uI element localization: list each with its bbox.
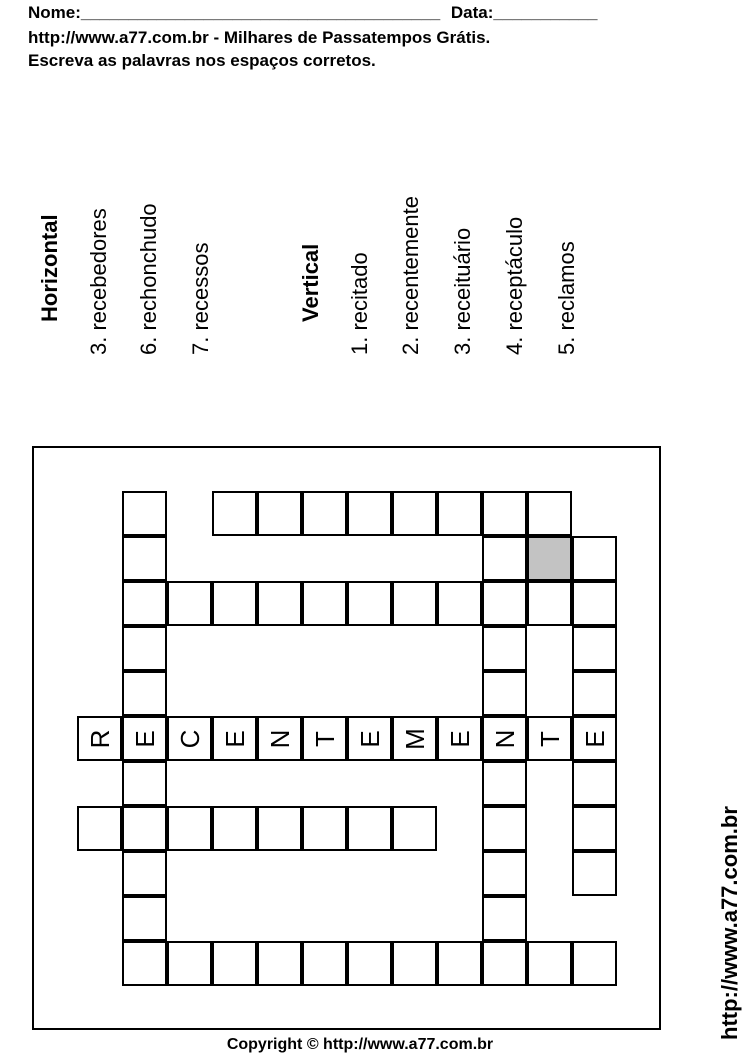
cell-letter: E [354,729,385,748]
crossword-cell[interactable] [257,491,302,536]
crossword-cell[interactable] [212,806,257,851]
crossword-cell[interactable] [572,671,617,716]
crossword-cell[interactable] [482,671,527,716]
crossword-cell[interactable] [527,581,572,626]
crossword-cell[interactable] [572,761,617,806]
vertical-title: Vertical [298,243,323,322]
vertical-clue-3: 3. receituário [450,227,475,355]
horizontal-clue-7: 7. recessos [188,242,213,355]
crossword-cell[interactable] [437,491,482,536]
crossword-cell[interactable] [482,896,527,941]
crossword-cell[interactable] [392,581,437,626]
crossword-cell[interactable] [257,716,302,761]
cell-letter: T [534,730,565,747]
crossword-cell[interactable] [527,716,572,761]
crossword-cell[interactable] [572,536,617,581]
crossword-cell[interactable] [392,491,437,536]
crossword-cell[interactable] [122,671,167,716]
crossword-cell[interactable] [302,581,347,626]
crossword-cell-shaded [527,536,572,581]
site-line: http://www.a77.com.br - Milhares de Passatempos Grátis. [28,28,491,47]
crossword-cell[interactable] [167,581,212,626]
vertical-clue-5: 5. reclamos [554,241,579,355]
crossword-cell[interactable] [527,941,572,986]
crossword-cell[interactable] [77,716,122,761]
cell-letter: E [219,729,250,748]
crossword-cell[interactable] [122,716,167,761]
crossword-cell[interactable] [122,536,167,581]
crossword-cell[interactable] [122,626,167,671]
crossword-cell[interactable] [122,581,167,626]
crossword-cell[interactable] [572,851,617,896]
horizontal-clue-3: 3. recebedores [86,208,111,355]
horizontal-clue-6: 6. rechonchudo [136,203,161,355]
crossword-cell[interactable] [437,581,482,626]
crossword-cell[interactable] [482,581,527,626]
instruction: Escreva as palavras nos espaços corretos. [28,51,376,70]
crossword-cell[interactable] [347,581,392,626]
cell-letter: E [444,729,475,748]
crossword-cell[interactable] [122,491,167,536]
cell-letter: R [84,729,115,748]
vertical-clue-1: 1. recitado [347,252,372,355]
crossword-cell[interactable] [302,806,347,851]
crossword-cell[interactable] [302,941,347,986]
crossword-cell[interactable] [482,626,527,671]
header-name-date [28,3,597,23]
crossword-cell[interactable] [257,806,302,851]
crossword-cell[interactable] [572,581,617,626]
crossword-cell[interactable] [392,716,437,761]
cell-letter: E [579,729,610,748]
crossword-cell[interactable] [482,941,527,986]
crossword-cell[interactable] [347,941,392,986]
crossword-cell[interactable] [122,941,167,986]
side-url: http://www.a77.com.br [717,806,742,1040]
name-label: Nome:______________________________________ [28,3,441,22]
crossword-cell[interactable] [122,761,167,806]
crossword-cell[interactable] [572,941,617,986]
crossword-cell[interactable] [212,581,257,626]
crossword-cell[interactable] [167,806,212,851]
crossword-cell[interactable] [437,941,482,986]
crossword-cell[interactable] [302,491,347,536]
crossword-cell[interactable] [212,491,257,536]
cell-letter: E [129,729,160,748]
crossword-cell[interactable] [482,491,527,536]
cell-letter: N [264,729,295,748]
crossword-cell[interactable] [212,716,257,761]
vertical-clue-2: 2. recentemente [398,196,423,355]
crossword-cell[interactable] [122,806,167,851]
copyright: Copyright © http://www.a77.com.br [226,1036,494,1053]
horizontal-title: Horizontal [37,214,62,322]
crossword-cell[interactable] [482,761,527,806]
crossword-cell[interactable] [167,716,212,761]
crossword-cell[interactable] [257,941,302,986]
crossword-cell[interactable] [347,716,392,761]
crossword-cell[interactable] [257,581,302,626]
cell-letter: M [399,727,430,750]
cell-letter: N [489,729,520,748]
crossword-cell[interactable] [527,491,572,536]
crossword-cell[interactable] [77,806,122,851]
crossword-cell[interactable] [302,716,347,761]
cell-letter: C [174,729,205,748]
crossword-cell[interactable] [167,941,212,986]
crossword-cell[interactable] [347,491,392,536]
cell-letter: T [309,730,340,747]
crossword-cell[interactable] [482,536,527,581]
crossword-cell[interactable] [392,806,437,851]
crossword-cell[interactable] [122,896,167,941]
date-label: Data:___________ [450,3,598,22]
vertical-clue-4: 4. receptáculo [502,216,527,355]
crossword-cell[interactable] [572,806,617,851]
crossword-cell[interactable] [482,806,527,851]
crossword-cell[interactable] [482,851,527,896]
crossword-cell[interactable] [212,941,257,986]
crossword-cell[interactable] [347,806,392,851]
crossword-cell[interactable] [392,941,437,986]
crossword-cell[interactable] [572,716,617,761]
crossword-cell[interactable] [122,851,167,896]
crossword-cell[interactable] [482,716,527,761]
crossword-cell[interactable] [572,626,617,671]
crossword-cell[interactable] [437,716,482,761]
